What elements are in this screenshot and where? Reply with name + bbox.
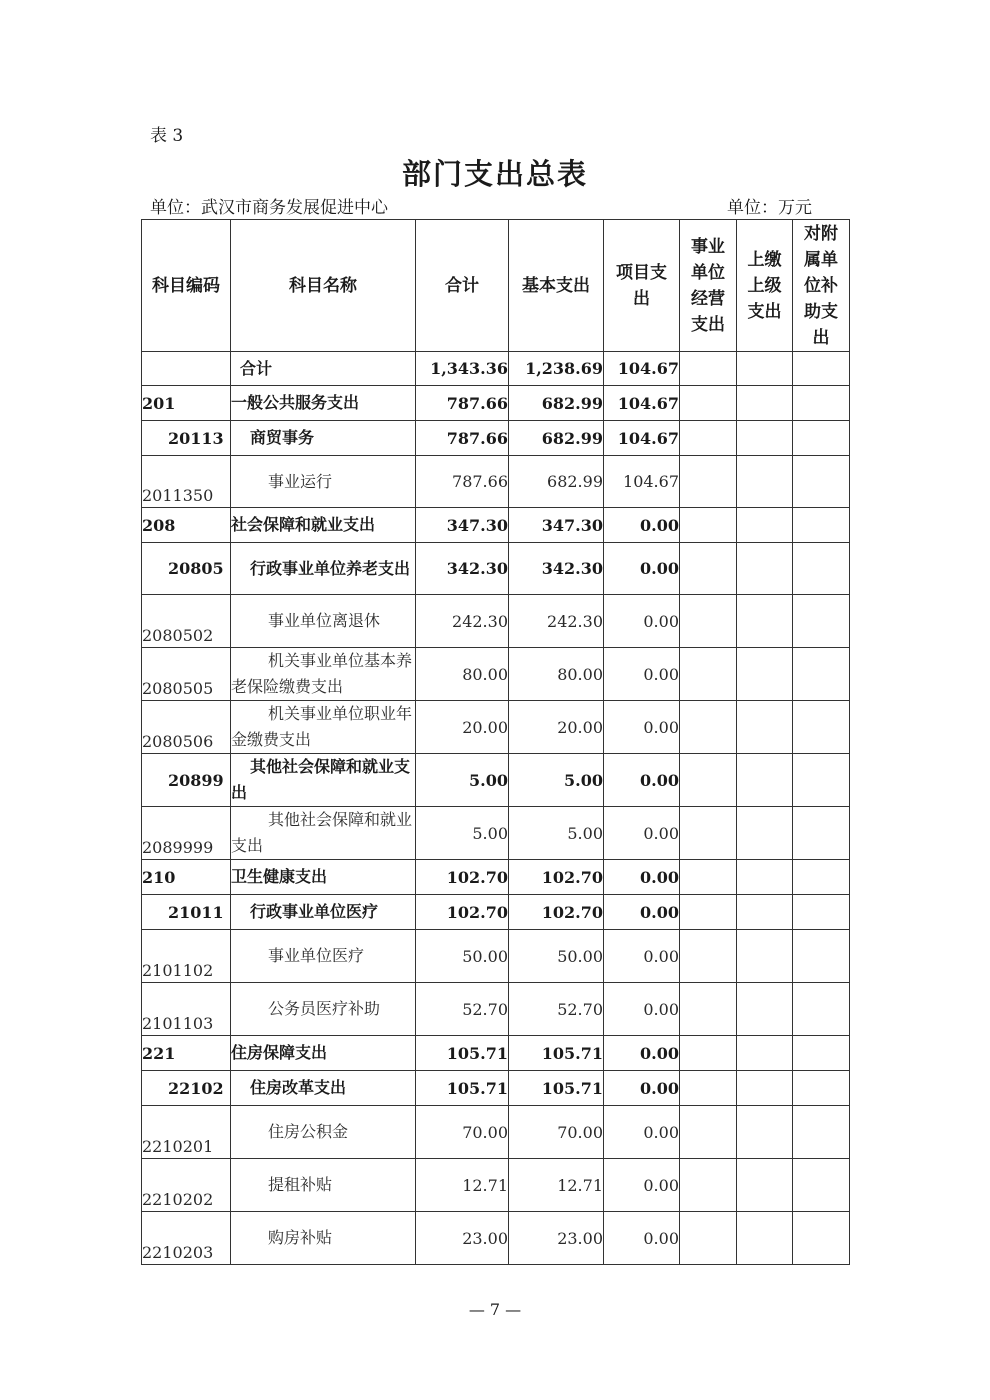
row-upper: [737, 701, 793, 754]
row-business: [680, 508, 737, 543]
header-upper: 上缴上级支出: [737, 220, 793, 352]
row-total: 102.70: [416, 895, 509, 930]
row-upper: [737, 648, 793, 701]
row-name: 合计: [231, 352, 416, 386]
row-project: 0.00: [604, 807, 680, 860]
row-code: 20805: [142, 543, 231, 595]
row-project: 0.00: [604, 701, 680, 754]
row-project: 0.00: [604, 648, 680, 701]
row-code: 2210201: [142, 1106, 231, 1159]
row-code: 2011350: [142, 456, 231, 508]
row-basic: 682.99: [509, 421, 604, 456]
row-code: 21011: [142, 895, 231, 930]
row-code: 2101102: [142, 930, 231, 983]
row-basic: 52.70: [509, 983, 604, 1036]
row-total: 70.00: [416, 1106, 509, 1159]
row-name: 住房公积金: [231, 1106, 416, 1159]
row-upper: [737, 1106, 793, 1159]
row-project: 0.00: [604, 895, 680, 930]
table-row: [142, 648, 850, 701]
row-upper: [737, 508, 793, 543]
row-basic: 105.71: [509, 1036, 604, 1071]
unit-currency: 单位：万元: [727, 198, 812, 218]
row-total: 242.30: [416, 595, 509, 648]
row-business: [680, 983, 737, 1036]
table-row: [142, 930, 850, 983]
row-subsidy: [793, 807, 850, 860]
row-name: 购房补贴: [231, 1212, 416, 1265]
unit-organization: 单位：武汉市商务发展促进中心: [150, 198, 388, 218]
row-project: 0.00: [604, 543, 680, 595]
page-title: 部门支出总表: [401, 157, 588, 191]
row-code: 2080505: [142, 648, 231, 701]
row-total: 105.71: [416, 1071, 509, 1106]
row-business: [680, 701, 737, 754]
row-project: 0.00: [604, 1036, 680, 1071]
row-business: [680, 543, 737, 595]
row-name: 公务员医疗补助: [231, 983, 416, 1036]
row-basic: 102.70: [509, 895, 604, 930]
table-row: [142, 456, 850, 508]
row-upper: [737, 1071, 793, 1106]
row-upper: [737, 352, 793, 386]
row-basic: 70.00: [509, 1106, 604, 1159]
row-subsidy: [793, 508, 850, 543]
row-business: [680, 386, 737, 421]
row-project: 0.00: [604, 1071, 680, 1106]
table-row: [142, 983, 850, 1036]
header-code: 科目编码: [142, 220, 231, 352]
row-code: 2210202: [142, 1159, 231, 1212]
row-total: 342.30: [416, 543, 509, 595]
header-subsidy: 对附属单位补助支出: [793, 220, 850, 352]
table-row: [142, 807, 850, 860]
table-row: [142, 701, 850, 754]
row-total: 12.71: [416, 1159, 509, 1212]
row-basic: 342.30: [509, 543, 604, 595]
row-project: 0.00: [604, 595, 680, 648]
row-name: 行政事业单位养老支出: [231, 543, 416, 595]
row-basic: 12.71: [509, 1159, 604, 1212]
table-row: [142, 1106, 850, 1159]
row-project: 104.67: [604, 386, 680, 421]
table-header: [142, 220, 850, 352]
row-subsidy: [793, 543, 850, 595]
row-code: 221: [142, 1036, 231, 1071]
table-row: [142, 543, 850, 595]
row-subsidy: [793, 701, 850, 754]
row-upper: [737, 1159, 793, 1212]
header-name: 科目名称: [231, 220, 416, 352]
row-subsidy: [793, 648, 850, 701]
row-name: 社会保障和就业支出: [231, 508, 416, 543]
table-row: [142, 595, 850, 648]
table-row: [142, 508, 850, 543]
row-subsidy: [793, 1106, 850, 1159]
row-name: 机关事业单位职业年金缴费支出: [231, 701, 416, 754]
row-project: 0.00: [604, 1212, 680, 1265]
row-basic: 682.99: [509, 386, 604, 421]
row-upper: [737, 860, 793, 895]
row-subsidy: [793, 386, 850, 421]
row-code: 208: [142, 508, 231, 543]
row-total: 787.66: [416, 421, 509, 456]
row-code: 2210203: [142, 1212, 231, 1265]
row-project: 0.00: [604, 930, 680, 983]
header-project: 项目支出: [604, 220, 680, 352]
row-upper: [737, 595, 793, 648]
row-code: 20113: [142, 421, 231, 456]
row-business: [680, 1159, 737, 1212]
row-subsidy: [793, 456, 850, 508]
expenditure-table: [141, 219, 850, 1265]
row-code: 201: [142, 386, 231, 421]
row-total: 20.00: [416, 701, 509, 754]
row-total: 80.00: [416, 648, 509, 701]
row-project: 0.00: [604, 754, 680, 807]
row-upper: [737, 421, 793, 456]
row-upper: [737, 386, 793, 421]
row-business: [680, 648, 737, 701]
row-total: 787.66: [416, 456, 509, 508]
row-code: 2080506: [142, 701, 231, 754]
row-project: 104.67: [604, 352, 680, 386]
row-subsidy: [793, 1159, 850, 1212]
row-total: 23.00: [416, 1212, 509, 1265]
row-business: [680, 352, 737, 386]
row-basic: 80.00: [509, 648, 604, 701]
row-project: 0.00: [604, 1106, 680, 1159]
row-subsidy: [793, 1036, 850, 1071]
row-project: 104.67: [604, 421, 680, 456]
row-subsidy: [793, 1071, 850, 1106]
row-total: 5.00: [416, 754, 509, 807]
row-subsidy: [793, 595, 850, 648]
table-row: [142, 754, 850, 807]
row-code: [142, 352, 231, 386]
row-basic: 347.30: [509, 508, 604, 543]
row-business: [680, 930, 737, 983]
row-subsidy: [793, 421, 850, 456]
row-total: 105.71: [416, 1036, 509, 1071]
row-basic: 23.00: [509, 1212, 604, 1265]
row-basic: 1,238.69: [509, 352, 604, 386]
table-row: [142, 860, 850, 895]
row-upper: [737, 754, 793, 807]
table-row: [142, 1212, 850, 1265]
row-basic: 5.00: [509, 807, 604, 860]
row-code: 2101103: [142, 983, 231, 1036]
row-total: 102.70: [416, 860, 509, 895]
row-total: 347.30: [416, 508, 509, 543]
row-upper: [737, 983, 793, 1036]
row-business: [680, 754, 737, 807]
row-basic: 105.71: [509, 1071, 604, 1106]
row-upper: [737, 1212, 793, 1265]
table-row: [142, 1071, 850, 1106]
row-subsidy: [793, 1212, 850, 1265]
row-name: 卫生健康支出: [231, 860, 416, 895]
row-subsidy: [793, 983, 850, 1036]
row-code: 210: [142, 860, 231, 895]
table-row: [142, 1159, 850, 1212]
row-basic: 20.00: [509, 701, 604, 754]
row-business: [680, 1106, 737, 1159]
page-number: — 7 —: [468, 1300, 522, 1319]
row-project: 0.00: [604, 860, 680, 895]
row-basic: 242.30: [509, 595, 604, 648]
row-business: [680, 456, 737, 508]
row-business: [680, 1036, 737, 1071]
row-subsidy: [793, 754, 850, 807]
table-row: [142, 421, 850, 456]
table-label: 表 3: [150, 126, 184, 146]
table-row: [142, 1036, 850, 1071]
row-basic: 50.00: [509, 930, 604, 983]
row-name: 住房保障支出: [231, 1036, 416, 1071]
row-business: [680, 421, 737, 456]
row-upper: [737, 895, 793, 930]
row-business: [680, 595, 737, 648]
row-subsidy: [793, 930, 850, 983]
row-business: [680, 807, 737, 860]
row-basic: 5.00: [509, 754, 604, 807]
row-name: 行政事业单位医疗: [231, 895, 416, 930]
row-project: 0.00: [604, 508, 680, 543]
table-row: [142, 352, 850, 386]
row-total: 1,343.36: [416, 352, 509, 386]
row-project: 0.00: [604, 983, 680, 1036]
row-business: [680, 860, 737, 895]
row-code: 2089999: [142, 807, 231, 860]
row-basic: 682.99: [509, 456, 604, 508]
row-business: [680, 895, 737, 930]
row-total: 787.66: [416, 386, 509, 421]
row-subsidy: [793, 352, 850, 386]
table-row: [142, 895, 850, 930]
header-basic: 基本支出: [509, 220, 604, 352]
row-business: [680, 1212, 737, 1265]
row-basic: 102.70: [509, 860, 604, 895]
row-subsidy: [793, 895, 850, 930]
row-upper: [737, 456, 793, 508]
row-total: 5.00: [416, 807, 509, 860]
row-name: 事业单位离退休: [231, 595, 416, 648]
row-upper: [737, 543, 793, 595]
row-name: 住房改革支出: [231, 1071, 416, 1106]
row-name: 提租补贴: [231, 1159, 416, 1212]
row-name: 机关事业单位基本养老保险缴费支出: [231, 648, 416, 701]
row-name: 事业单位医疗: [231, 930, 416, 983]
row-code: 2080502: [142, 595, 231, 648]
row-name: 商贸事务: [231, 421, 416, 456]
row-name: 其他社会保障和就业支出: [231, 754, 416, 807]
row-code: 22102: [142, 1071, 231, 1106]
row-project: 0.00: [604, 1159, 680, 1212]
row-business: [680, 1071, 737, 1106]
table-body: [142, 352, 850, 1265]
row-total: 50.00: [416, 930, 509, 983]
row-name: 事业运行: [231, 456, 416, 508]
row-total: 52.70: [416, 983, 509, 1036]
row-name: 一般公共服务支出: [231, 386, 416, 421]
row-upper: [737, 807, 793, 860]
row-project: 104.67: [604, 456, 680, 508]
header-total: 合计: [416, 220, 509, 352]
row-code: 20899: [142, 754, 231, 807]
row-subsidy: [793, 860, 850, 895]
header-business: 事业单位经营支出: [680, 220, 737, 352]
table-row: [142, 386, 850, 421]
row-upper: [737, 930, 793, 983]
row-upper: [737, 1036, 793, 1071]
row-name: 其他社会保障和就业支出: [231, 807, 416, 860]
